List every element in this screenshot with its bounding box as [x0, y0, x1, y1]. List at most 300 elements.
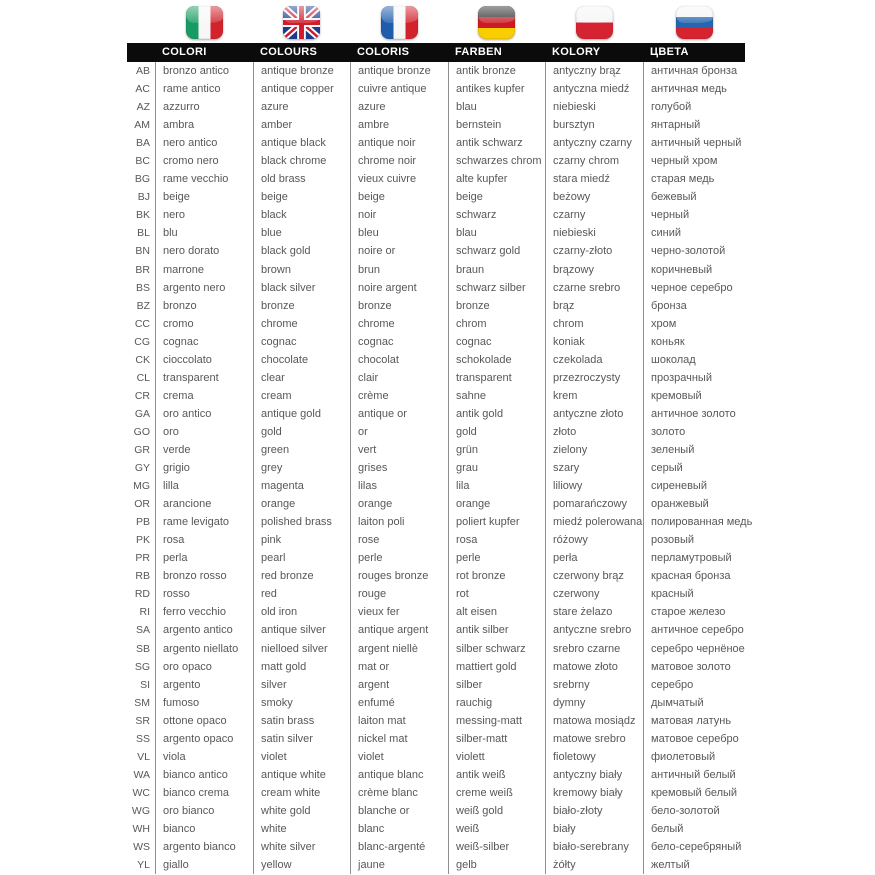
cell-ru: античный белый: [643, 766, 745, 784]
table-row: [127, 152, 745, 170]
cell-ru: перламутровый: [643, 549, 745, 567]
cell-pl: brązowy: [545, 261, 643, 279]
row-code: BR: [135, 263, 150, 276]
cell-pl: niebieski: [545, 224, 643, 242]
cell-en: blue: [253, 224, 350, 242]
cell-ru: серый: [643, 459, 745, 477]
cell-it: verde: [155, 441, 253, 459]
cell-it: bronzo rosso: [155, 567, 253, 585]
cell-en: antique bronze: [253, 62, 350, 80]
cell-de: antik bronze: [448, 62, 545, 80]
cell-de: creme weiß: [448, 784, 545, 802]
row-code: BZ: [136, 299, 150, 312]
cell-de: schwarz gold: [448, 242, 545, 260]
cell-pl: czekolada: [545, 351, 643, 369]
cell-fr: chocolat: [350, 351, 448, 369]
cell-pl: fioletowy: [545, 748, 643, 766]
table-row: [127, 80, 745, 98]
cell-it: viola: [155, 748, 253, 766]
row-code: SA: [135, 624, 150, 637]
cell-ru: античная медь: [643, 80, 745, 98]
cell-ru: матовое серебро: [643, 730, 745, 748]
row-code: BS: [135, 281, 150, 294]
cell-fr: rose: [350, 531, 448, 549]
cell-fr: rouges bronze: [350, 567, 448, 585]
france-flag-icon: [381, 6, 418, 39]
row-code: PB: [135, 516, 150, 529]
cell-en: old iron: [253, 603, 350, 621]
row-code: GY: [134, 462, 150, 475]
cell-en: red bronze: [253, 567, 350, 585]
cell-ru: черно-золотой: [643, 242, 745, 260]
cell-fr: jaune: [350, 856, 448, 874]
cell-fr: laiton poli: [350, 513, 448, 531]
cell-de: blau: [448, 224, 545, 242]
cell-de: antik silber: [448, 621, 545, 639]
cell-ru: хром: [643, 315, 745, 333]
cell-ru: оранжевый: [643, 495, 745, 513]
table-row: [127, 567, 745, 585]
cell-it: oro antico: [155, 405, 253, 423]
cell-pl: miedź polerowana: [545, 513, 643, 531]
cell-it: argento bianco: [155, 838, 253, 856]
cell-de: lila: [448, 477, 545, 495]
header-kolory: KOLORY: [552, 46, 601, 58]
cell-de: weiß gold: [448, 802, 545, 820]
cell-en: satin brass: [253, 712, 350, 730]
cell-fr: clair: [350, 369, 448, 387]
cell-it: perla: [155, 549, 253, 567]
cell-it: bianco: [155, 820, 253, 838]
cell-ru: серебро чернёное: [643, 640, 745, 658]
cell-pl: antyczne złoto: [545, 405, 643, 423]
cell-pl: biało-złoty: [545, 802, 643, 820]
cell-it: ottone opaco: [155, 712, 253, 730]
cell-en: gold: [253, 423, 350, 441]
cell-pl: złoto: [545, 423, 643, 441]
cell-pl: perła: [545, 549, 643, 567]
cell-en: antique gold: [253, 405, 350, 423]
cell-de: antik schwarz: [448, 134, 545, 152]
cell-pl: matowe srebro: [545, 730, 643, 748]
table-row: [127, 748, 745, 766]
cell-de: schwarz: [448, 206, 545, 224]
cell-pl: zielony: [545, 441, 643, 459]
cell-pl: czerwony brąz: [545, 567, 643, 585]
row-code: CK: [135, 353, 150, 366]
row-code: AC: [135, 83, 150, 96]
cell-ru: коньяк: [643, 333, 745, 351]
cell-it: nero antico: [155, 134, 253, 152]
cell-ru: античное золото: [643, 405, 745, 423]
cell-en: antique white: [253, 766, 350, 784]
table-row: [127, 206, 745, 224]
table-row: [127, 459, 745, 477]
cell-ru: сиреневый: [643, 477, 745, 495]
cell-it: cromo: [155, 315, 253, 333]
row-code: WA: [133, 768, 150, 781]
cell-ru: кремовый белый: [643, 784, 745, 802]
row-code: CG: [134, 335, 150, 348]
table-row: [127, 495, 745, 513]
cell-en: nielloed silver: [253, 640, 350, 658]
table-row: [127, 513, 753, 531]
row-code: WC: [132, 786, 150, 799]
cell-ru: черное серебро: [643, 279, 745, 297]
table-row: [127, 694, 745, 712]
cell-it: bronzo: [155, 297, 253, 315]
cell-it: marrone: [155, 261, 253, 279]
cell-it: cioccolato: [155, 351, 253, 369]
cell-it: ferro vecchio: [155, 603, 253, 621]
cell-fr: cuivre antique: [350, 80, 448, 98]
cell-fr: enfumé: [350, 694, 448, 712]
cell-fr: antique argent: [350, 621, 448, 639]
cell-pl: czarne srebro: [545, 279, 643, 297]
cell-pl: antyczne srebro: [545, 621, 643, 639]
table-row: [127, 730, 745, 748]
cell-fr: ambre: [350, 116, 448, 134]
header-colours: COLOURS: [260, 46, 318, 58]
cell-de: gelb: [448, 856, 545, 874]
cell-fr: antique noir: [350, 134, 448, 152]
cell-en: black: [253, 206, 350, 224]
row-code: GO: [133, 425, 150, 438]
table-row: [127, 315, 745, 333]
table-header-bar: [127, 43, 745, 62]
cell-ru: старая медь: [643, 170, 745, 188]
cell-pl: bursztyn: [545, 116, 643, 134]
cell-en: white: [253, 820, 350, 838]
cell-fr: beige: [350, 188, 448, 206]
table-row: [127, 351, 745, 369]
cell-de: braun: [448, 261, 545, 279]
cell-en: antique silver: [253, 621, 350, 639]
cell-it: ambra: [155, 116, 253, 134]
row-code: SR: [135, 714, 150, 727]
cell-en: polished brass: [253, 513, 350, 531]
row-code: SI: [140, 678, 150, 691]
cell-pl: biało-serebrany: [545, 838, 643, 856]
cell-fr: noire or: [350, 242, 448, 260]
table-row: [127, 279, 745, 297]
cell-pl: czarny: [545, 206, 643, 224]
row-code: PK: [135, 534, 150, 547]
cell-it: cromo nero: [155, 152, 253, 170]
cell-fr: lilas: [350, 477, 448, 495]
cell-de: schwarzes chrom: [448, 152, 545, 170]
header-farben: FARBEN: [455, 46, 503, 58]
cell-en: black silver: [253, 279, 350, 297]
table-row: [127, 116, 745, 134]
table-row: [127, 170, 745, 188]
cell-de: antik weiß: [448, 766, 545, 784]
row-code: VL: [137, 750, 150, 763]
cell-ru: фиолетовый: [643, 748, 745, 766]
cell-it: rosso: [155, 585, 253, 603]
cell-pl: krem: [545, 387, 643, 405]
row-code: WS: [133, 841, 150, 854]
cell-en: white silver: [253, 838, 350, 856]
cell-fr: laiton mat: [350, 712, 448, 730]
cell-de: poliert kupfer: [448, 513, 545, 531]
row-code: BA: [135, 137, 150, 150]
cell-it: nero: [155, 206, 253, 224]
cell-fr: vert: [350, 441, 448, 459]
cell-en: chrome: [253, 315, 350, 333]
cell-ru: красная бронза: [643, 567, 745, 585]
cell-en: antique copper: [253, 80, 350, 98]
cell-de: mattiert gold: [448, 658, 545, 676]
cell-de: weiß: [448, 820, 545, 838]
cell-it: beige: [155, 188, 253, 206]
cell-de: transparent: [448, 369, 545, 387]
cell-pl: pomarańczowy: [545, 495, 643, 513]
cell-de: schwarz silber: [448, 279, 545, 297]
cell-it: oro: [155, 423, 253, 441]
table-row: [127, 658, 745, 676]
table-row: [127, 640, 745, 658]
row-code: BG: [134, 173, 150, 186]
cell-ru: красный: [643, 585, 745, 603]
cell-en: yellow: [253, 856, 350, 874]
cell-it: lilla: [155, 477, 253, 495]
cell-en: old brass: [253, 170, 350, 188]
table-row: [127, 802, 745, 820]
cell-it: giallo: [155, 856, 253, 874]
cell-en: black chrome: [253, 152, 350, 170]
cell-pl: koniak: [545, 333, 643, 351]
cell-en: silver: [253, 676, 350, 694]
cell-de: cognac: [448, 333, 545, 351]
cell-ru: античный черный: [643, 134, 745, 152]
cell-pl: różowy: [545, 531, 643, 549]
cell-it: argento niellato: [155, 640, 253, 658]
cell-fr: vieux fer: [350, 603, 448, 621]
cell-fr: nickel mat: [350, 730, 448, 748]
cell-en: cream white: [253, 784, 350, 802]
cell-ru: матовое золото: [643, 658, 745, 676]
cell-fr: blanc: [350, 820, 448, 838]
cell-en: black gold: [253, 242, 350, 260]
table-row: [127, 224, 745, 242]
cell-fr: azure: [350, 98, 448, 116]
row-code: BL: [137, 227, 150, 240]
table-row: [127, 387, 745, 405]
cell-ru: зеленый: [643, 441, 745, 459]
cell-pl: dymny: [545, 694, 643, 712]
table-row: [127, 369, 745, 387]
cell-ru: золото: [643, 423, 745, 441]
cell-ru: белый: [643, 820, 745, 838]
cell-ru: желтый: [643, 856, 745, 874]
row-code: WG: [131, 804, 150, 817]
cell-en: magenta: [253, 477, 350, 495]
cell-it: fumoso: [155, 694, 253, 712]
cell-it: azzurro: [155, 98, 253, 116]
cell-ru: матовая латунь: [643, 712, 745, 730]
cell-fr: chrome: [350, 315, 448, 333]
cell-en: red: [253, 585, 350, 603]
table-row: [127, 820, 745, 838]
cell-pl: czerwony: [545, 585, 643, 603]
cell-de: sahne: [448, 387, 545, 405]
cell-en: bronze: [253, 297, 350, 315]
cell-it: transparent: [155, 369, 253, 387]
cell-de: antikes kupfer: [448, 80, 545, 98]
cell-it: rame antico: [155, 80, 253, 98]
poland-flag-icon: [576, 6, 613, 39]
cell-de: rot: [448, 585, 545, 603]
cell-ru: старое железо: [643, 603, 745, 621]
cell-it: rosa: [155, 531, 253, 549]
cell-pl: srebrny: [545, 676, 643, 694]
italy-flag-icon: [186, 6, 223, 39]
table-row: [127, 261, 745, 279]
cell-de: weiß-silber: [448, 838, 545, 856]
cell-it: cognac: [155, 333, 253, 351]
cell-en: grey: [253, 459, 350, 477]
cell-en: pearl: [253, 549, 350, 567]
cell-en: clear: [253, 369, 350, 387]
row-code: BJ: [137, 191, 150, 204]
cell-pl: czarny-złoto: [545, 242, 643, 260]
cell-ru: кремовый: [643, 387, 745, 405]
cell-fr: antique bronze: [350, 62, 448, 80]
cell-pl: srebro czarne: [545, 640, 643, 658]
cell-de: alt eisen: [448, 603, 545, 621]
table-row: [127, 585, 745, 603]
table-row: [127, 98, 745, 116]
table-row: [127, 838, 745, 856]
cell-de: silber schwarz: [448, 640, 545, 658]
row-code: GR: [134, 444, 150, 456]
cell-de: alte kupfer: [448, 170, 545, 188]
table-row: [127, 766, 745, 784]
cell-pl: antyczny brąz: [545, 62, 643, 80]
table-row: [127, 549, 745, 567]
cell-pl: kremowy biały: [545, 784, 643, 802]
cell-it: grigio: [155, 459, 253, 477]
cell-ru: бело-серебряный: [643, 838, 745, 856]
row-code: SM: [134, 696, 150, 709]
cell-de: rot bronze: [448, 567, 545, 585]
row-code: PR: [135, 552, 150, 565]
table-row: [127, 333, 745, 351]
cell-en: antique black: [253, 134, 350, 152]
table-row: [127, 297, 745, 315]
cell-it: rame levigato: [155, 513, 253, 531]
cell-pl: matowe złoto: [545, 658, 643, 676]
table-body: [127, 62, 753, 874]
cell-ru: античная бронза: [643, 62, 745, 80]
cell-en: brown: [253, 261, 350, 279]
cell-it: argento nero: [155, 279, 253, 297]
table-row: [127, 676, 745, 694]
cell-ru: голубой: [643, 98, 745, 116]
cell-fr: or: [350, 423, 448, 441]
cell-it: argento: [155, 676, 253, 694]
cell-fr: blanche or: [350, 802, 448, 820]
cell-de: violett: [448, 748, 545, 766]
cell-fr: brun: [350, 261, 448, 279]
table-row: [127, 423, 745, 441]
cell-it: argento opaco: [155, 730, 253, 748]
cell-pl: matowa mosiądz: [545, 712, 643, 730]
row-code: RD: [134, 588, 150, 601]
cell-en: green: [253, 441, 350, 459]
row-code: AM: [134, 119, 150, 132]
cell-ru: прозрачный: [643, 369, 745, 387]
cell-fr: grises: [350, 459, 448, 477]
cell-fr: blanc-argenté: [350, 838, 448, 856]
cell-pl: brąz: [545, 297, 643, 315]
row-code: MG: [133, 480, 150, 493]
cell-pl: stare żelazo: [545, 603, 643, 621]
cell-ru: розовый: [643, 531, 745, 549]
table-row: [127, 531, 745, 549]
row-code: CR: [134, 389, 150, 402]
cell-it: crema: [155, 387, 253, 405]
cell-fr: cognac: [350, 333, 448, 351]
table-row: [127, 712, 745, 730]
cell-fr: orange: [350, 495, 448, 513]
cell-fr: noir: [350, 206, 448, 224]
row-code: SG: [134, 660, 150, 673]
cell-it: bianco antico: [155, 766, 253, 784]
cell-pl: beżowy: [545, 188, 643, 206]
cell-it: bianco crema: [155, 784, 253, 802]
row-code: AZ: [136, 101, 150, 114]
row-code: BC: [135, 155, 150, 168]
row-code: OR: [134, 498, 150, 511]
cell-ru: шоколад: [643, 351, 745, 369]
row-code: RB: [135, 570, 150, 583]
cell-pl: stara miedź: [545, 170, 643, 188]
table-row: [127, 441, 745, 459]
cell-de: grau: [448, 459, 545, 477]
table-row: [127, 62, 745, 80]
cell-fr: argent niellè: [350, 640, 448, 658]
cell-pl: antyczny biały: [545, 766, 643, 784]
table-row: [127, 621, 745, 639]
cell-it: bronzo antico: [155, 62, 253, 80]
cell-pl: czarny chrom: [545, 152, 643, 170]
cell-it: nero dorato: [155, 242, 253, 260]
cell-it: argento antico: [155, 621, 253, 639]
row-code: BK: [135, 209, 150, 222]
cell-en: chocolate: [253, 351, 350, 369]
cell-ru: серебро: [643, 676, 745, 694]
cell-fr: mat or: [350, 658, 448, 676]
cell-it: arancione: [155, 495, 253, 513]
cell-fr: bronze: [350, 297, 448, 315]
cell-de: rauchig: [448, 694, 545, 712]
cell-de: beige: [448, 188, 545, 206]
cell-fr: chrome noir: [350, 152, 448, 170]
table-row: [127, 405, 745, 423]
cell-en: smoky: [253, 694, 350, 712]
cell-pl: szary: [545, 459, 643, 477]
germany-flag-icon: [478, 6, 515, 39]
cell-fr: perle: [350, 549, 448, 567]
cell-de: silber: [448, 676, 545, 694]
cell-de: gold: [448, 423, 545, 441]
table-row: [127, 603, 745, 621]
cell-ru: дымчатый: [643, 694, 745, 712]
cell-fr: antique or: [350, 405, 448, 423]
cell-pl: biały: [545, 820, 643, 838]
